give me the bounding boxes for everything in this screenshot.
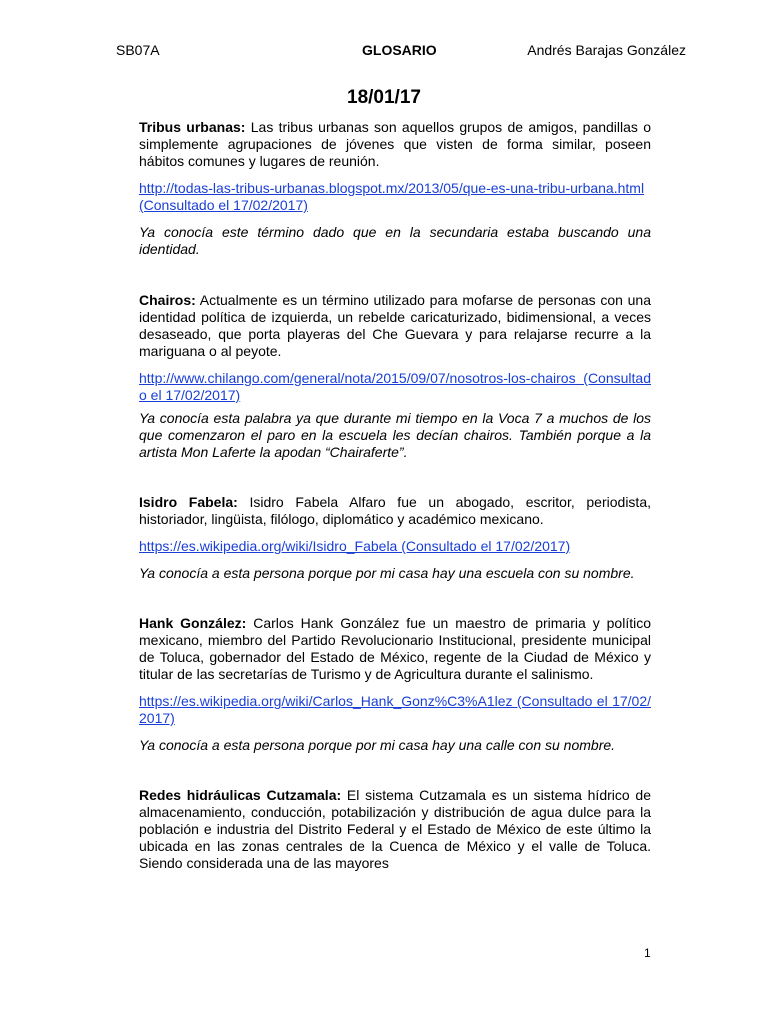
source-link[interactable]: http://www.chilango.com/general/nota/2015/09/07/nosotros-los-chairos (Consultado el 17/02/2017) xyxy=(139,370,651,403)
entry-term: Isidro Fabela: xyxy=(139,494,238,510)
entry-note: Ya conocía este término dado que en la secundaria estaba buscando una identidad. xyxy=(139,224,651,257)
entry-term: Hank González: xyxy=(139,615,247,631)
author-name: Andrés Barajas González xyxy=(527,42,686,58)
document-code: SB07A xyxy=(116,42,160,58)
source-link[interactable]: https://es.wikipedia.org/wiki/Carlos_Hank_Gonz%C3%A1lez (Consultado el 17/02/2017) xyxy=(139,693,651,726)
glossary-entry xyxy=(139,787,651,872)
page-number: 1 xyxy=(644,946,651,960)
glossary-entry xyxy=(139,119,651,258)
entry-term: Chairos: xyxy=(139,292,196,308)
entry-note: Ya conocía a esta persona porque por mi casa hay una calle con su nombre. xyxy=(139,737,616,753)
source-link[interactable]: http://todas-las-tribus-urbanas.blogspot.mx/2013/05/que-es-una-tribu-urbana.html (Consultado el 17/02/2017) xyxy=(139,180,645,213)
entry-definition-text: Las tribus urbanas son aquellos grupos de amigos, pandillas o simplemente agrupaciones de jóvenes que visten de forma similar, poseen hábitos comunes y lugares de reunión. xyxy=(139,119,652,169)
entry-definition-text: Carlos Hank González fue un maestro de primaria y político mexicano, miembro del Partido Revolucionario Institucional, presidente municipal de Toluca, gobernador del Estado de México, regente de la Ciudad de México y titular de las secretarías de Turismo y de Agricultura durante el salinismo. xyxy=(139,615,651,682)
glossary-entry xyxy=(139,292,651,461)
entry-definition xyxy=(139,119,651,170)
entry-term: Redes hidráulicas Cutzamala: xyxy=(139,787,342,803)
document-date: 18/01/17 xyxy=(347,87,421,108)
entry-definition xyxy=(139,787,651,872)
glossary-body xyxy=(139,119,651,872)
entry-definition-text: Isidro Fabela Alfaro fue un abogado, escritor, periodista, historiador, lingüista, filólogo, diplomático y académico mexicano. xyxy=(139,494,651,527)
entry-term: Tribus urbanas: xyxy=(139,119,246,135)
entry-note: Ya conocía a esta persona porque por mi casa hay una escuela con su nombre. xyxy=(139,565,635,581)
entry-definition-text: Actualmente es un término utilizado para mofarse de personas con una identidad política de izquierda, un rebelde caricaturizado, bidimensional, a veces desaseado, que porta playeras del Che Guevara y para relajarse recurre a la mariguana o al peyote. xyxy=(139,292,652,359)
glossary-entry xyxy=(139,615,651,754)
entry-note: Ya conocía esta palabra ya que durante mi tiempo en la Voca 7 a muchos de los que comenzaron el paro en la escuela les decían chairos. También porque a la artista Mon Laferte la apodan “Chairaferte”. xyxy=(139,410,651,460)
source-link[interactable]: https://es.wikipedia.org/wiki/Isidro_Fabela (Consultado el 17/02/2017) xyxy=(139,538,571,554)
entry-definition xyxy=(139,494,651,528)
entry-definition xyxy=(139,615,651,683)
glossary-entry xyxy=(139,494,651,582)
page-header xyxy=(116,42,686,62)
entry-definition xyxy=(139,292,651,360)
document-title: GLOSARIO xyxy=(362,42,437,58)
entry-definition-text: El sistema Cutzamala es un sistema hídrico de almacenamiento, conducción, potabilización y distribución de agua dulce para la población e industria del Distrito Federal y el Estado de México de este último la ubicada en las zonas centrales de la Cuenca de México y el valle de Toluca. Siendo considerada una de las mayores xyxy=(139,787,652,871)
